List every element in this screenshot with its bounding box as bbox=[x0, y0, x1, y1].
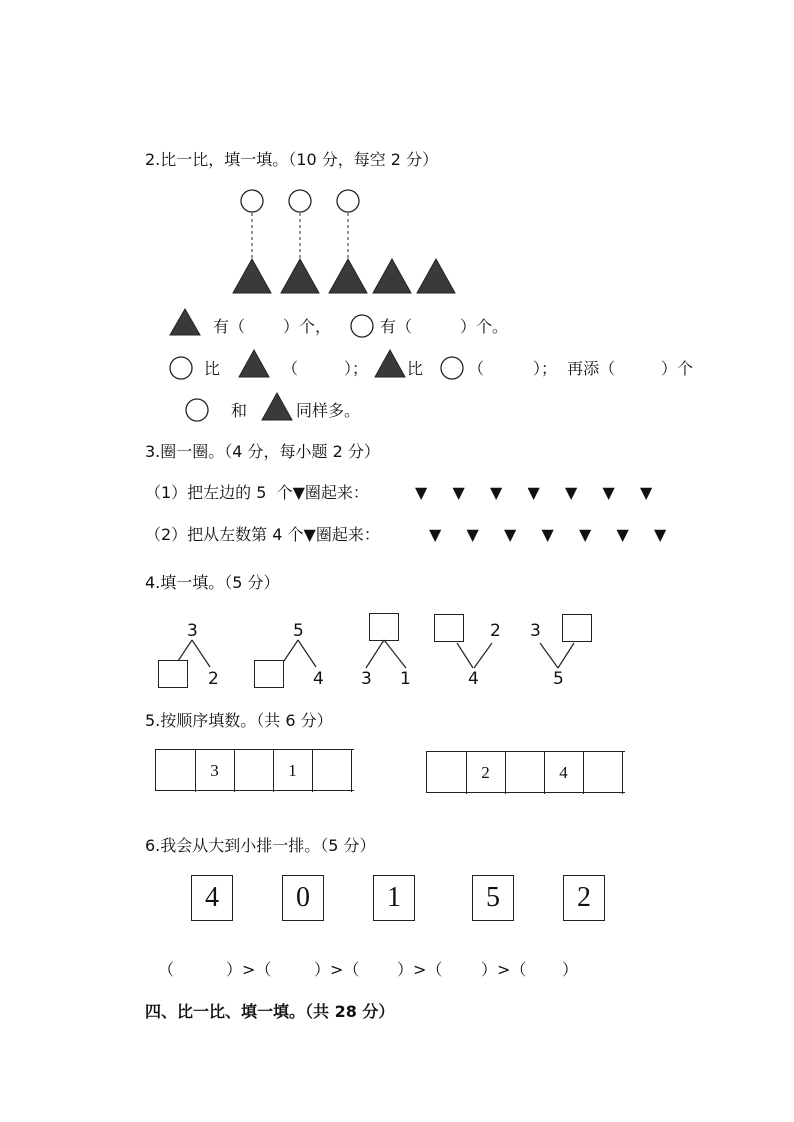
q3-item1-triangle-mark-2[interactable]: ▼ bbox=[452, 483, 465, 502]
q3-item2-triangle-mark-6[interactable]: ▼ bbox=[616, 525, 629, 544]
q3-item1-triangle-mark-3[interactable]: ▼ bbox=[490, 483, 503, 502]
seq1-cell-1[interactable] bbox=[156, 750, 196, 792]
tree3-left: 3 bbox=[361, 669, 372, 689]
q3-item1-triangle-mark-7[interactable]: ▼ bbox=[640, 483, 653, 502]
q2-line2-c: ）； bbox=[344, 359, 369, 378]
tree4-bottom: 4 bbox=[468, 669, 479, 689]
tree5-bottom: 5 bbox=[553, 669, 564, 689]
seq2-cell-5[interactable] bbox=[583, 752, 623, 794]
q5-sequence-row-1 bbox=[155, 749, 354, 791]
q3-item1-triangle-mark-6[interactable]: ▼ bbox=[602, 483, 615, 502]
q2-line2-f: ）； 再添（ bbox=[533, 359, 616, 378]
q2-line1-b: ）个， bbox=[283, 317, 332, 336]
tree4-left-box[interactable] bbox=[434, 614, 464, 642]
number-card-1: 4 bbox=[191, 875, 233, 921]
q3-item1-triangle-mark-5[interactable]: ▼ bbox=[565, 483, 578, 502]
q6-blank-1: （ bbox=[158, 960, 175, 979]
tree1-right: 2 bbox=[208, 669, 219, 689]
q3-item1-triangle-mark-1[interactable]: ▼ bbox=[415, 483, 428, 502]
q6-blank-6: ） bbox=[562, 960, 579, 979]
q3-item2-triangle-mark-5[interactable]: ▼ bbox=[579, 525, 592, 544]
q3-item1-triangle-mark-4[interactable]: ▼ bbox=[527, 483, 540, 502]
number-card-4: 5 bbox=[472, 875, 514, 921]
tree4-right-top: 2 bbox=[490, 621, 501, 641]
q3-item2-triangle-mark-3[interactable]: ▼ bbox=[504, 525, 517, 544]
tree3-right: 1 bbox=[400, 669, 411, 689]
tree1-left-box[interactable] bbox=[158, 660, 188, 688]
q6-blank-5: ）>（ bbox=[481, 960, 527, 979]
number-card-2: 0 bbox=[282, 875, 324, 921]
q5-title: 5.按顺序填数。（共 6 分） bbox=[145, 711, 333, 730]
q4-title: 4.填一填。（5 分） bbox=[145, 573, 280, 592]
q2-line2-b: （ bbox=[282, 359, 299, 378]
q2-line2-e: （ bbox=[468, 359, 485, 378]
q6-blank-4: ）>（ bbox=[397, 960, 443, 979]
q5-sequence-row-2 bbox=[426, 751, 625, 793]
tree3-top-box[interactable] bbox=[369, 613, 399, 641]
q2-line2-a: 比 bbox=[204, 359, 221, 378]
tree2-left-box[interactable] bbox=[254, 660, 284, 688]
q2-line1-d: ）个。 bbox=[460, 317, 509, 336]
q2-line2-d: 比 bbox=[407, 359, 424, 378]
q2-line1-a: 有（ bbox=[213, 317, 246, 336]
q3-item2-triangle-mark-1[interactable]: ▼ bbox=[429, 525, 442, 544]
seq1-cell-2[interactable]: 3 bbox=[195, 750, 235, 792]
tree5-left-top: 3 bbox=[530, 621, 541, 641]
q3-item2-triangle-mark-7[interactable]: ▼ bbox=[654, 525, 667, 544]
seq1-cell-3[interactable] bbox=[234, 750, 274, 792]
section4-title: 四、比一比、填一填。（共 28 分） bbox=[145, 1002, 395, 1021]
q3-item2-triangle-mark-2[interactable]: ▼ bbox=[466, 525, 479, 544]
seq1-cell-5[interactable] bbox=[312, 750, 352, 792]
tree1-top: 3 bbox=[187, 621, 198, 641]
q2-line3-b: 同样多。 bbox=[296, 401, 361, 420]
number-card-3: 1 bbox=[373, 875, 415, 921]
q6-blank-2: ）>（ bbox=[226, 960, 272, 979]
q3-item2-triangle-mark-4[interactable]: ▼ bbox=[541, 525, 554, 544]
seq2-cell-4[interactable]: 4 bbox=[544, 752, 584, 794]
q3-item1-text: （1）把左边的 5 个▼圈起来： bbox=[145, 483, 369, 502]
number-card-5: 2 bbox=[563, 875, 605, 921]
q2-line1-c: 有（ bbox=[380, 317, 413, 336]
seq2-cell-2[interactable]: 2 bbox=[466, 752, 506, 794]
q3-item2-text: （2）把从左数第 4 个▼圈起来： bbox=[145, 525, 380, 544]
q6-title: 6.我会从大到小排一排。（5 分） bbox=[145, 836, 376, 855]
q6-blank-3: ）>（ bbox=[314, 960, 360, 979]
tree5-right-box[interactable] bbox=[562, 614, 592, 642]
seq2-cell-3[interactable] bbox=[505, 752, 545, 794]
seq1-cell-4[interactable]: 1 bbox=[273, 750, 313, 792]
tree2-top: 5 bbox=[293, 621, 304, 641]
q3-title: 3.圈一圈。（4 分，每小题 2 分） bbox=[145, 442, 380, 461]
seq2-cell-1[interactable] bbox=[427, 752, 467, 794]
q2-line3-a: 和 bbox=[231, 401, 248, 420]
q2-title: 2.比一比，填一填。（10 分，每空 2 分） bbox=[145, 150, 439, 169]
tree2-right: 4 bbox=[313, 669, 324, 689]
q2-line2-g: ）个 bbox=[661, 359, 694, 378]
